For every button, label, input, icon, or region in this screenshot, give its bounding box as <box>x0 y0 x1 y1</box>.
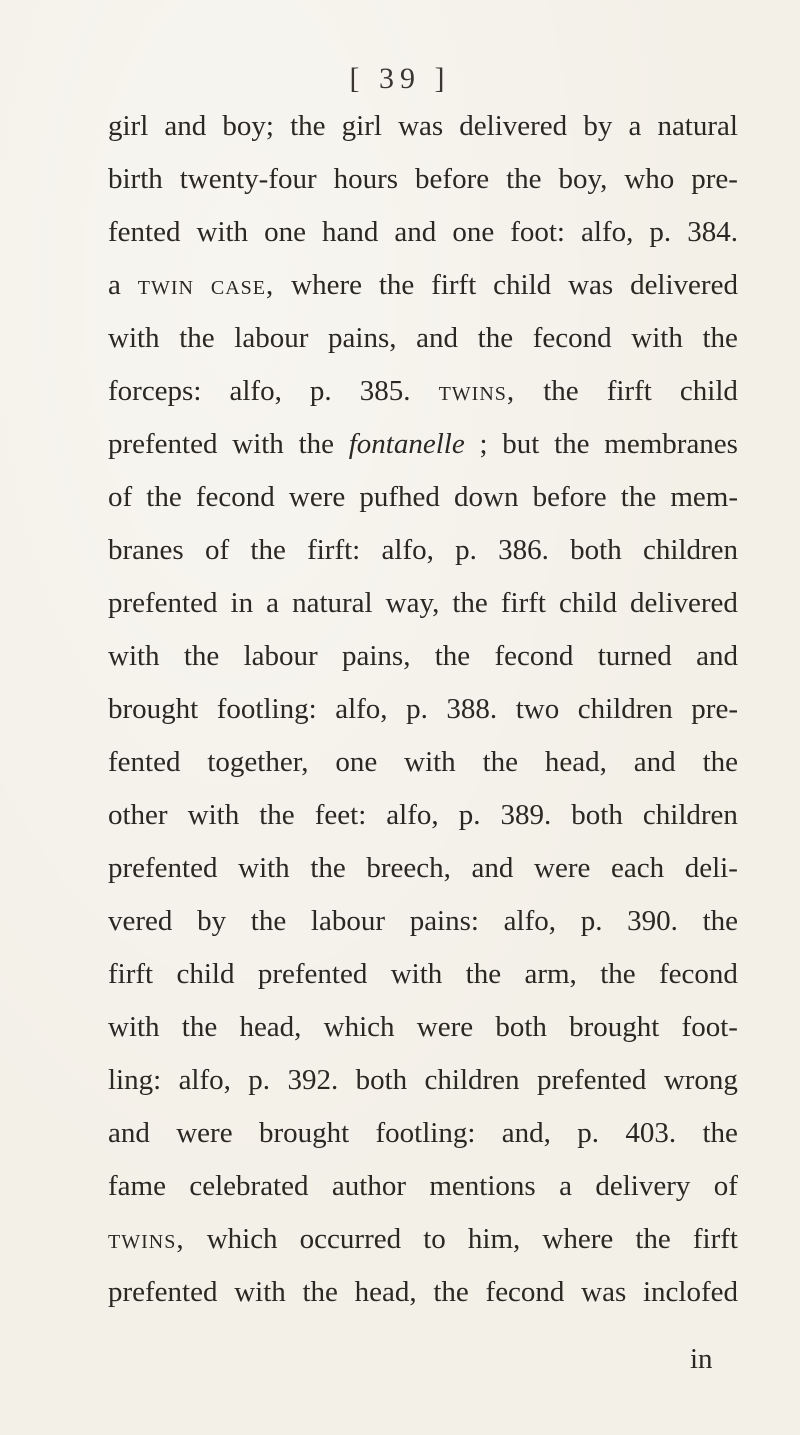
text-word: fontanelle <box>348 428 465 460</box>
text-line <box>108 895 738 948</box>
text-word: the <box>702 1117 738 1149</box>
text-word: birth <box>108 163 163 195</box>
text-word: the <box>310 852 346 884</box>
text-word: natural <box>292 587 373 619</box>
text-word: firft <box>500 587 546 619</box>
text-word: p. <box>649 216 672 248</box>
text-word: foot: <box>510 216 565 248</box>
text-word: children <box>424 1064 520 1096</box>
text-word: 390. <box>627 905 678 937</box>
text-word: membranes <box>604 428 738 460</box>
text-word: brought <box>258 1117 350 1149</box>
text-word: inclofed <box>642 1276 738 1308</box>
text-line <box>108 948 738 1001</box>
text-line <box>108 577 738 630</box>
text-word: hand <box>322 216 379 248</box>
text-word: both <box>355 1064 408 1096</box>
text-word: the <box>179 322 215 354</box>
text-word: where <box>291 269 362 301</box>
text-word: p. <box>458 799 481 831</box>
text-word: by <box>583 110 613 142</box>
text-line <box>108 206 738 259</box>
text-line <box>108 418 738 471</box>
text-line <box>108 1107 738 1160</box>
text-word: before <box>415 163 490 195</box>
text-word: in <box>230 587 254 619</box>
text-word: labour <box>310 905 385 937</box>
text-word: and <box>164 110 207 142</box>
text-word: the <box>183 640 220 672</box>
text-word: girl <box>108 110 149 142</box>
text-word: alfo, <box>335 693 388 725</box>
text-word: a <box>628 110 642 142</box>
text-word: the <box>181 1011 218 1043</box>
text-word: children <box>577 693 673 725</box>
text-word: mem- <box>670 481 738 513</box>
text-line <box>108 1213 738 1266</box>
text-word: fecond <box>532 322 612 354</box>
text-line <box>108 1266 738 1319</box>
text-word: a <box>559 1170 572 1202</box>
text-word: the <box>250 534 286 566</box>
text-line <box>108 683 738 736</box>
text-word: where <box>542 1223 614 1255</box>
text-word: and <box>696 640 738 672</box>
text-word: deli- <box>684 852 738 884</box>
text-word: the <box>702 905 738 937</box>
text-word: 403. <box>625 1117 677 1149</box>
text-word: feet: <box>314 799 367 831</box>
text-word: prefented <box>108 428 218 460</box>
text-line <box>108 259 738 312</box>
text-word: him, <box>467 1223 521 1255</box>
text-word: the <box>298 428 334 460</box>
text-word: boy; <box>222 110 274 142</box>
text-word: and <box>108 1117 150 1149</box>
text-word: ling: <box>108 1064 162 1096</box>
text-word: with <box>108 640 160 672</box>
text-word: child <box>679 375 738 407</box>
text-word: the <box>434 640 471 672</box>
text-word: 392. <box>287 1064 339 1096</box>
text-word: p. <box>580 905 603 937</box>
text-word: delivered <box>459 110 568 142</box>
text-word: pains, <box>328 322 397 354</box>
text-word: delivered <box>630 269 738 301</box>
text-word: with <box>232 428 284 460</box>
text-word: the <box>702 746 738 778</box>
text-word: forceps: <box>108 375 202 407</box>
text-word: before <box>532 481 607 513</box>
text-word: brought <box>108 693 199 725</box>
text-line <box>108 630 738 683</box>
text-word: with <box>108 1011 160 1043</box>
text-word: one <box>452 216 495 248</box>
text-line <box>108 842 738 895</box>
text-word: was <box>398 110 444 142</box>
text-word: a <box>266 587 280 619</box>
text-word: vered <box>108 905 173 937</box>
text-word: wrong <box>663 1064 738 1096</box>
text-line <box>108 1001 738 1054</box>
text-word: with <box>390 958 443 990</box>
text-word: by <box>197 905 227 937</box>
text-word: the <box>433 1276 469 1308</box>
text-word: the <box>554 428 590 460</box>
text-word: pre- <box>691 163 738 195</box>
text-word: delivery <box>595 1170 691 1202</box>
text-word: and <box>471 852 514 884</box>
text-word: prefented <box>257 958 368 990</box>
text-line <box>108 365 738 418</box>
text-word: alfo, <box>503 905 556 937</box>
text-word: firft <box>692 1223 738 1255</box>
text-word: mentions <box>429 1170 536 1202</box>
text-line <box>108 1054 738 1107</box>
text-word: ; <box>479 428 488 460</box>
text-word: was <box>581 1276 627 1308</box>
text-word: footling: <box>216 693 317 725</box>
text-word: the <box>452 587 488 619</box>
catchword: in <box>690 1343 713 1375</box>
text-word: pains, <box>341 640 411 672</box>
text-word: pains: <box>409 905 479 937</box>
text-word: with <box>234 1276 286 1308</box>
text-word: fecond <box>494 640 574 672</box>
text-word: which <box>323 1011 395 1043</box>
text-word: to <box>423 1223 446 1255</box>
text-word: occurred <box>299 1223 402 1255</box>
text-word: firft <box>606 375 652 407</box>
text-word: the <box>506 163 542 195</box>
text-word: both <box>495 1011 547 1043</box>
text-word: with <box>187 799 240 831</box>
text-word: 385. <box>359 375 411 407</box>
text-word: celebrated <box>189 1170 309 1202</box>
text-word: children <box>642 799 738 831</box>
text-word: 389. <box>500 799 552 831</box>
text-word: two <box>515 693 560 725</box>
text-word: firft <box>431 269 477 301</box>
text-word: a <box>108 269 121 301</box>
text-word: prefented <box>536 1064 647 1096</box>
text-line <box>108 789 738 842</box>
text-word: alfo, <box>581 216 634 248</box>
text-word: firft: <box>307 534 361 566</box>
text-word: p. <box>406 693 428 725</box>
text-word: were <box>416 1011 474 1043</box>
text-word: with <box>404 746 456 778</box>
text-word: of <box>108 481 133 513</box>
text-word: child <box>559 587 617 619</box>
text-word: p. <box>248 1064 271 1096</box>
text-word: were <box>288 481 346 513</box>
text-word: fented <box>108 216 181 248</box>
text-line <box>108 312 738 365</box>
text-line <box>108 471 738 524</box>
text-word: turned <box>597 640 672 672</box>
text-word: and <box>416 322 458 354</box>
text-word: boy, <box>558 163 608 195</box>
text-word: twin <box>137 269 194 301</box>
text-word: other <box>108 799 168 831</box>
text-word: fented <box>108 746 181 778</box>
text-word: fecond <box>659 958 738 990</box>
text-word: way, <box>385 587 440 619</box>
text-word: alfo, <box>386 799 439 831</box>
text-line <box>108 736 738 789</box>
text-word: one <box>335 746 378 778</box>
text-word: the <box>378 269 415 301</box>
text-word: of <box>713 1170 738 1202</box>
text-word: twins, <box>438 375 516 407</box>
text-word: fame <box>108 1170 166 1202</box>
text-word: with <box>238 852 290 884</box>
text-word: the <box>635 1223 671 1255</box>
text-word: twins, <box>108 1223 185 1255</box>
text-word: girl <box>341 110 382 142</box>
text-word: the <box>146 481 182 513</box>
text-word: 386. <box>498 534 549 566</box>
text-word: the <box>600 958 636 990</box>
text-word: were <box>176 1117 233 1149</box>
text-word: with <box>108 322 160 354</box>
text-word: one <box>264 216 306 248</box>
text-word: case, <box>210 269 275 301</box>
text-word: delivered <box>630 587 738 619</box>
text-word: labour <box>243 640 318 672</box>
text-word: both <box>571 799 623 831</box>
text-word: the <box>482 746 519 778</box>
body-text <box>108 100 738 1319</box>
text-word: head, <box>544 746 607 778</box>
text-word: alfo, <box>178 1064 231 1096</box>
text-word: but <box>502 428 540 460</box>
text-word: author <box>331 1170 406 1202</box>
text-word: which <box>206 1223 278 1255</box>
text-line <box>108 1160 738 1213</box>
text-word: fecond <box>195 481 275 513</box>
text-line <box>108 100 738 153</box>
text-word: the <box>250 905 287 937</box>
text-word: child <box>176 958 235 990</box>
text-word: firft <box>108 958 154 990</box>
text-word: the <box>543 375 579 407</box>
text-word: was <box>568 269 614 301</box>
text-word: p. <box>577 1117 599 1149</box>
text-word: the <box>465 958 502 990</box>
text-word: foot- <box>681 1011 738 1043</box>
text-line <box>108 524 738 577</box>
text-word: with <box>196 216 249 248</box>
text-word: the <box>702 322 738 354</box>
text-word: fecond <box>485 1276 565 1308</box>
text-word: brought <box>569 1011 660 1043</box>
text-word: breech, <box>366 852 451 884</box>
text-word: were <box>534 852 591 884</box>
text-word: together, <box>207 746 309 778</box>
text-word: pufhed <box>359 481 440 513</box>
text-line <box>108 153 738 206</box>
text-word: twenty-four <box>179 163 317 195</box>
text-word: prefented <box>108 587 218 619</box>
text-word: footling: <box>375 1117 476 1149</box>
text-word: labour <box>234 322 309 354</box>
text-word: head, <box>239 1011 302 1043</box>
text-word: both <box>570 534 622 566</box>
text-word: with <box>631 322 683 354</box>
text-word: hours <box>333 163 399 195</box>
text-word: the <box>620 481 657 513</box>
page-number-header: [ 39 ] <box>349 62 451 95</box>
text-word: children <box>642 534 738 566</box>
text-word: p. <box>455 534 477 566</box>
text-word: pre- <box>691 693 738 725</box>
text-word: 384. <box>687 216 738 248</box>
text-word: natural <box>657 110 738 142</box>
text-word: child <box>493 269 552 301</box>
text-word: each <box>611 852 665 884</box>
text-word: p. <box>309 375 332 407</box>
text-word: and <box>394 216 437 248</box>
text-word: of <box>204 534 230 566</box>
text-word: arm, <box>524 958 577 990</box>
text-word: alfo, <box>229 375 282 407</box>
text-word: branes <box>108 534 184 566</box>
text-word: and <box>633 746 676 778</box>
text-word: the <box>477 322 514 354</box>
text-word: the <box>259 799 295 831</box>
text-word: prefented <box>108 1276 218 1308</box>
text-word: and, <box>501 1117 551 1149</box>
text-word: alfo, <box>381 534 434 566</box>
text-word: the <box>290 110 326 142</box>
text-word: down <box>454 481 519 513</box>
text-word: who <box>624 163 675 195</box>
text-word: prefented <box>108 852 218 884</box>
text-word: 388. <box>446 693 498 725</box>
text-word: the <box>302 1276 338 1308</box>
text-word: head, <box>354 1276 417 1308</box>
